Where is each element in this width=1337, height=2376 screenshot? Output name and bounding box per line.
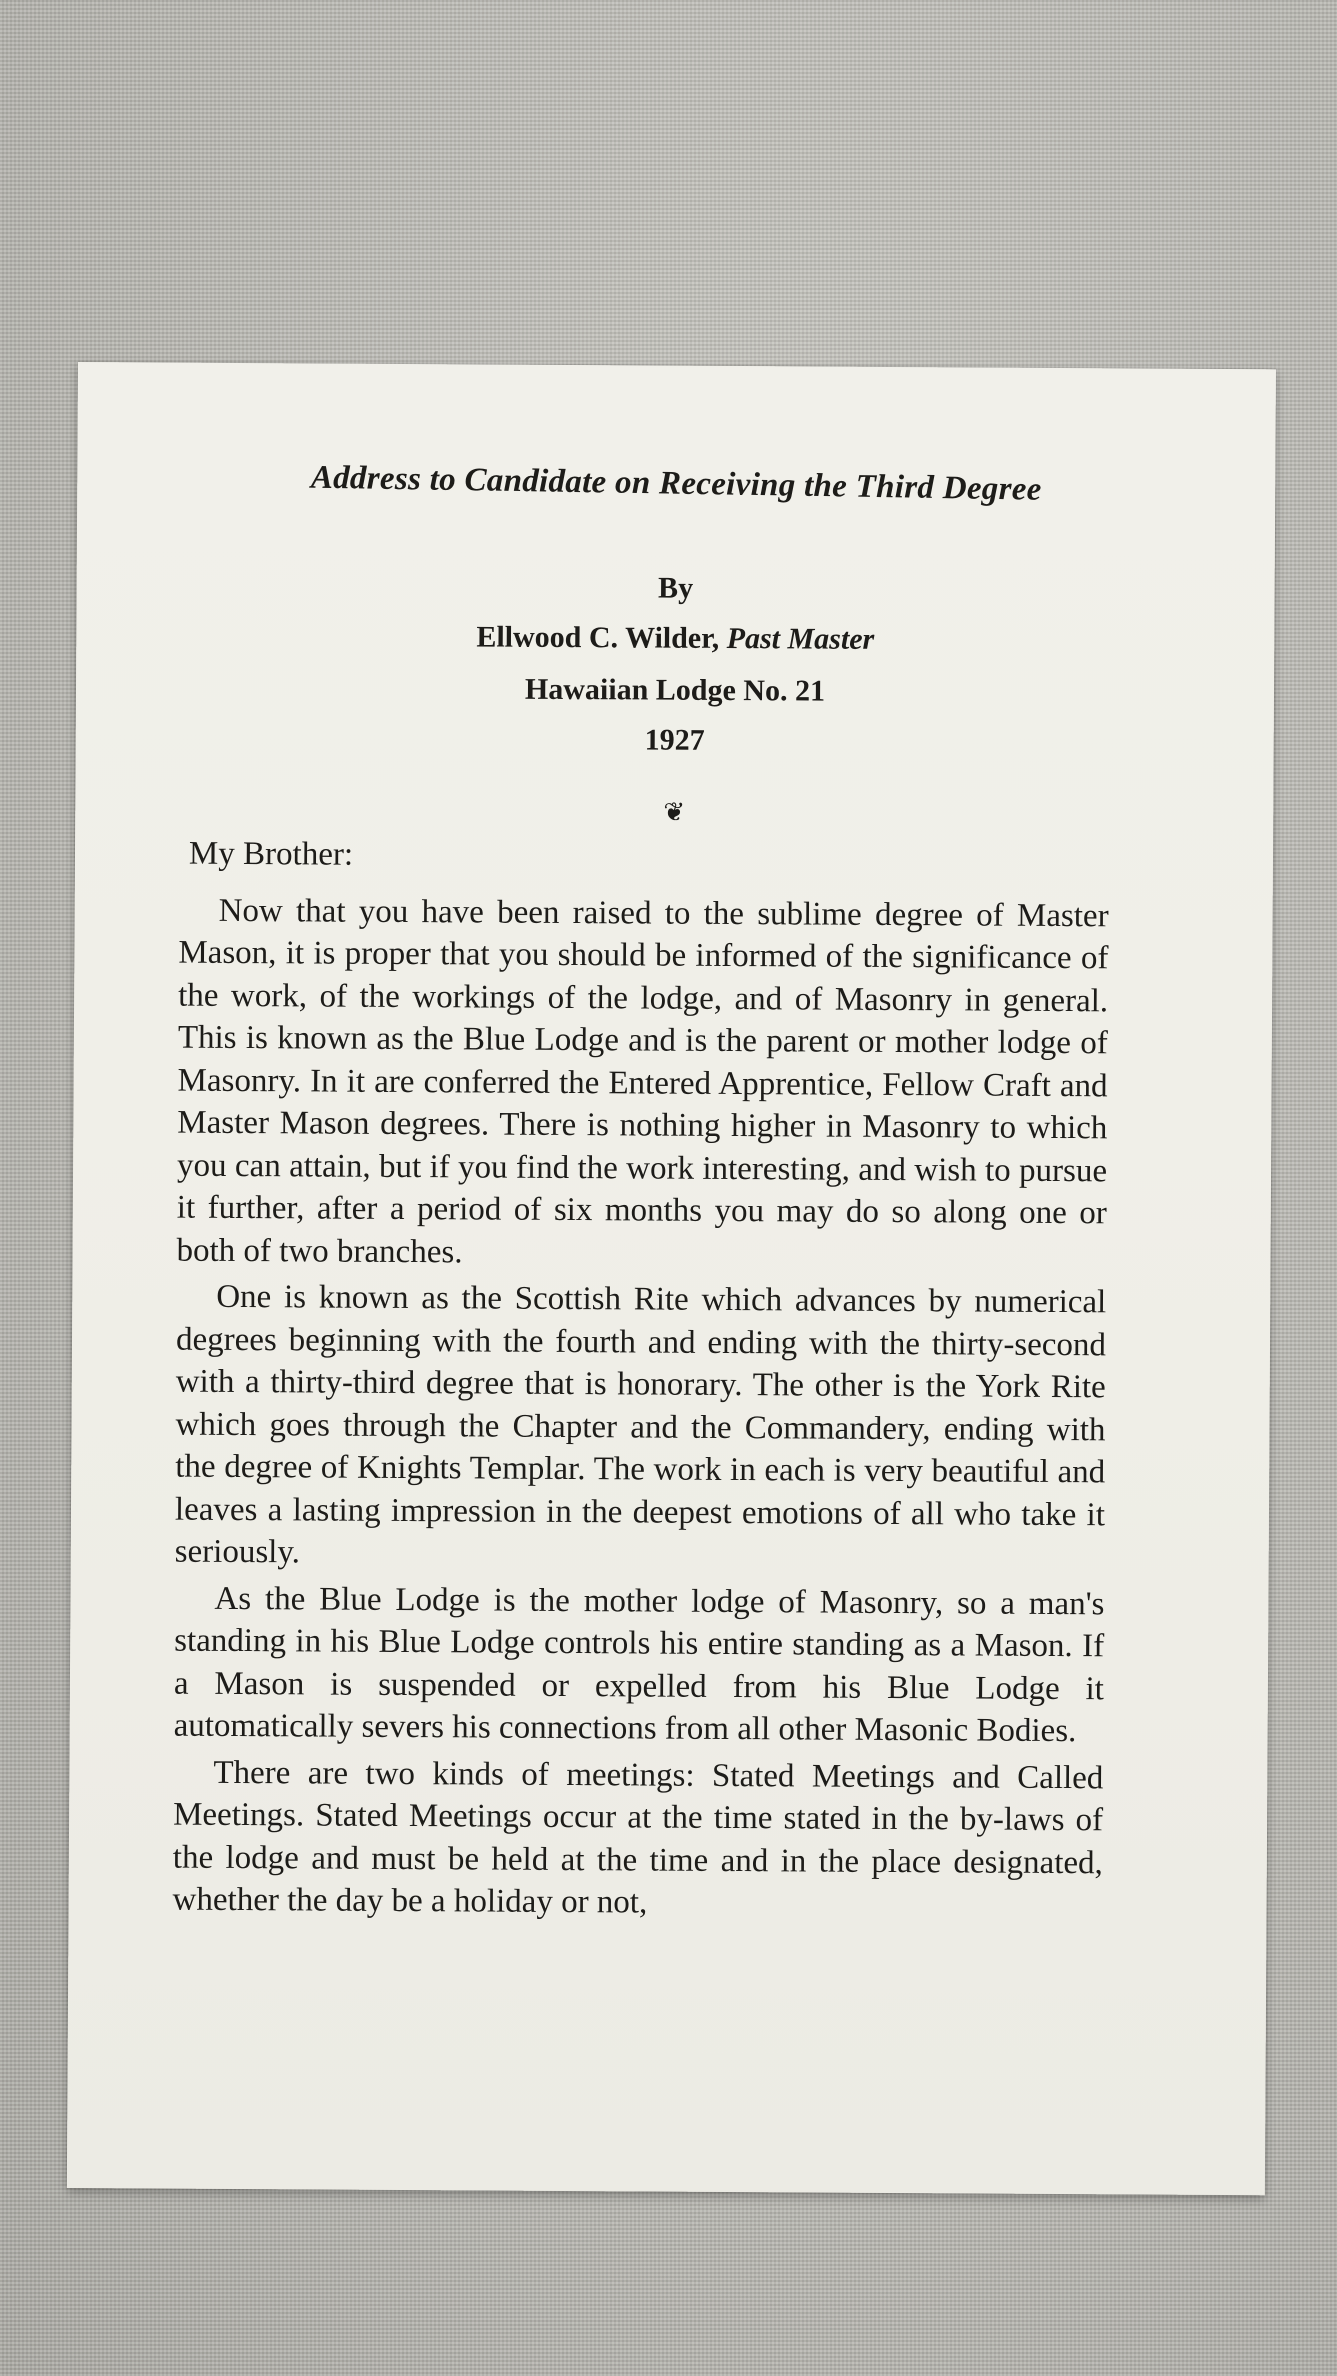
document-title: Address to Candidate on Receiving the Third Degree — [310, 459, 1042, 508]
heart-ornament-icon: ❦ — [663, 797, 686, 827]
publication-year: 1927 — [644, 723, 705, 757]
paragraph-4: There are two kinds of meetings: Stated Meetings and Called Meetings. Stated Meetings occur at the time stated in the by-laws of the lodge and must be held at the time and in the place designated, whether the day be a holiday or not, — [172, 1754, 1104, 1921]
author-role: Past Master — [726, 621, 875, 656]
author-line — [76, 618, 1274, 659]
paragraph-1: Now that you have been raised to the sublime degree of Master Mason, it is proper that you should be informed of the significance of the work, of the workings of the lodge, and of Masonry in general. This is known as the Blue Lodge and is the parent or mother lodge of Masonry. In it are conferred the Entered Apprentice, Fellow Craft and Master Mason degrees. There is nothing higher in Masonry to which you can attain, but if you find the work interesting, and wish to pursue it further, after a period of six months you may do so along one or both of two branches. — [176, 892, 1109, 1270]
author-name: Ellwood C. Wilder, — [476, 620, 720, 655]
byline-label: By — [658, 571, 694, 605]
paragraph-3: As the Blue Lodge is the mother lodge of Masonry, so a man's standing in his Blue Lodge controls his entire standing as a Mason. If a Mason is suspended or expelled from his Blue Lodge it automatically severs his connections from all other Masonic Bodies. — [173, 1580, 1105, 1750]
body-text — [172, 833, 1109, 1931]
lodge-name: Hawaiian Lodge No. 21 — [524, 672, 826, 708]
document-page — [67, 362, 1276, 2195]
salutation: My Brother: — [188, 835, 354, 873]
paragraph-2: One is known as the Scottish Rite which advances by numerical degrees beginning with the fourth and ending with the thirty-second with a thirty-third degree that is honorary. The other is the York Rite which goes through the Chapter and the Commandery, ending with the degree of Knights Templar. The work in each is very beautiful and leaves a lasting impression in the deepest emotions of all who take it seriously. — [174, 1278, 1107, 1571]
